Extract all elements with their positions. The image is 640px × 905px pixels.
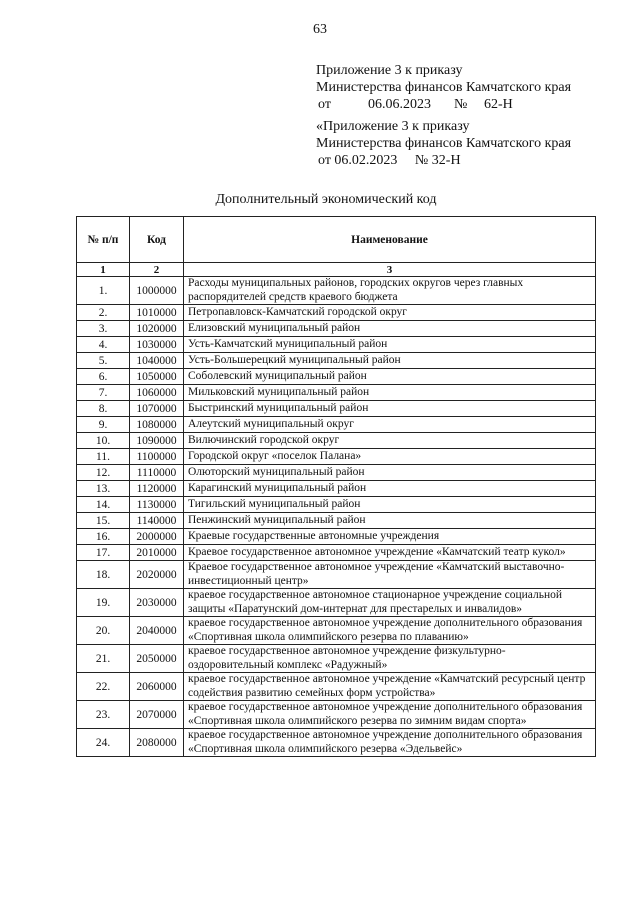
- row-name: краевое государственное автономное учреждение «Камчатский ресурсный центр содействия развитию семейных форм устройства»: [184, 673, 596, 701]
- table-row: [77, 513, 596, 529]
- row-name: краевое государственное автономное стационарное учреждение социальной защиты «Паратунский дом-интернат для престарелых и инвалидов»: [184, 589, 596, 617]
- table-row: [77, 385, 596, 401]
- table-row: [77, 645, 596, 673]
- table-row: [77, 337, 596, 353]
- table-row: [77, 305, 596, 321]
- row-code: 1030000: [130, 337, 184, 353]
- row-number: 15.: [77, 513, 130, 529]
- row-number: 17.: [77, 545, 130, 561]
- row-code: 2040000: [130, 617, 184, 645]
- row-number: 4.: [77, 337, 130, 353]
- row-code: 1120000: [130, 481, 184, 497]
- from-label: от: [318, 97, 331, 112]
- row-name: Соболевский муниципальный район: [184, 369, 596, 385]
- row-name: Усть-Камчатский муниципальный район: [184, 337, 596, 353]
- row-number: 3.: [77, 321, 130, 337]
- table-row: [77, 369, 596, 385]
- row-code: 1020000: [130, 321, 184, 337]
- row-name: Городской округ «поселок Палана»: [184, 449, 596, 465]
- row-number: 13.: [77, 481, 130, 497]
- header-num: № п/п: [77, 217, 130, 263]
- row-name: Быстринский муниципальный район: [184, 401, 596, 417]
- prev-appendix-line: «Приложение 3 к приказу: [316, 119, 470, 134]
- row-number: 23.: [77, 701, 130, 729]
- table-row: [77, 617, 596, 645]
- row-code: 1000000: [130, 277, 184, 305]
- row-code: 1130000: [130, 497, 184, 513]
- row-code: 2000000: [130, 529, 184, 545]
- row-code: 2070000: [130, 701, 184, 729]
- column-numbers-row: [77, 263, 596, 277]
- table-row: [77, 561, 596, 589]
- row-code: 1040000: [130, 353, 184, 369]
- table-row: [77, 729, 596, 757]
- order-date: 06.06.2023: [368, 97, 431, 112]
- row-name: Петропавловск-Камчатский городской округ: [184, 305, 596, 321]
- row-number: 2.: [77, 305, 130, 321]
- row-number: 18.: [77, 561, 130, 589]
- row-number: 16.: [77, 529, 130, 545]
- table-row: [77, 701, 596, 729]
- row-number: 5.: [77, 353, 130, 369]
- row-name: Краевое государственное автономное учреждение «Камчатский выставочно-инвестиционный центр»: [184, 561, 596, 589]
- row-code: 2010000: [130, 545, 184, 561]
- table-row: [77, 673, 596, 701]
- row-name: Усть-Большерецкий муниципальный район: [184, 353, 596, 369]
- row-code: 2020000: [130, 561, 184, 589]
- row-code: 1100000: [130, 449, 184, 465]
- row-number: 8.: [77, 401, 130, 417]
- row-name: Карагинский муниципальный район: [184, 481, 596, 497]
- page-number: 63: [313, 22, 327, 37]
- row-number: 1.: [77, 277, 130, 305]
- row-name: краевое государственное автономное учреждение дополнительного образования «Спортивная школа олимпийского резерва по зимним видам спорта»: [184, 701, 596, 729]
- row-code: 1050000: [130, 369, 184, 385]
- row-code: 1080000: [130, 417, 184, 433]
- row-name: Краевое государственное автономное учреждение «Камчатский театр кукол»: [184, 545, 596, 561]
- row-number: 19.: [77, 589, 130, 617]
- row-name: Пенжинский муниципальный район: [184, 513, 596, 529]
- table-row: [77, 465, 596, 481]
- previous-appendix-header: [316, 118, 571, 169]
- row-number: 12.: [77, 465, 130, 481]
- row-code: 1090000: [130, 433, 184, 449]
- table-row: [77, 321, 596, 337]
- row-name: краевое государственное автономное учреждение дополнительного образования «Спортивная школа олимпийского резерва «Эдельвейс»: [184, 729, 596, 757]
- column-number: 1: [77, 263, 130, 277]
- table-row: [77, 589, 596, 617]
- row-code: 1010000: [130, 305, 184, 321]
- row-name: Расходы муниципальных районов, городских округов через главных распорядителей средств краевого бюджета: [184, 277, 596, 305]
- table-row: [77, 449, 596, 465]
- row-name: Алеутский муниципальный округ: [184, 417, 596, 433]
- row-code: 2030000: [130, 589, 184, 617]
- row-name: Елизовский муниципальный район: [184, 321, 596, 337]
- row-code: 2060000: [130, 673, 184, 701]
- table-row: [77, 401, 596, 417]
- column-number: 3: [184, 263, 596, 277]
- row-name: Тигильский муниципальный район: [184, 497, 596, 513]
- row-number: 20.: [77, 617, 130, 645]
- appendix-header: [316, 62, 571, 113]
- row-code: 2080000: [130, 729, 184, 757]
- table-row: [77, 417, 596, 433]
- row-name: краевое государственное автономное учреждение дополнительного образования «Спортивная школа олимпийского резерва по плаванию»: [184, 617, 596, 645]
- row-number: 6.: [77, 369, 130, 385]
- row-name: Олюторский муниципальный район: [184, 465, 596, 481]
- row-code: 2050000: [130, 645, 184, 673]
- number-label: №: [454, 97, 468, 112]
- row-number: 22.: [77, 673, 130, 701]
- order-number: 62-Н: [484, 97, 513, 112]
- table-row: [77, 497, 596, 513]
- row-name: Краевые государственные автономные учреждения: [184, 529, 596, 545]
- prev-order-date-line: от 06.02.2023 № 32-Н: [318, 153, 461, 168]
- header-name: Наименование: [184, 217, 596, 263]
- row-name: Мильковский муниципальный район: [184, 385, 596, 401]
- order-date-line: [316, 96, 571, 113]
- table-row: [77, 433, 596, 449]
- row-number: 21.: [77, 645, 130, 673]
- row-code: 1060000: [130, 385, 184, 401]
- table-row: [77, 481, 596, 497]
- row-code: 1110000: [130, 465, 184, 481]
- row-number: 14.: [77, 497, 130, 513]
- row-number: 7.: [77, 385, 130, 401]
- row-number: 9.: [77, 417, 130, 433]
- row-code: 1070000: [130, 401, 184, 417]
- table-row: [77, 277, 596, 305]
- prev-ministry-line: Министерства финансов Камчатского края: [316, 136, 572, 151]
- codes-table: [76, 216, 596, 757]
- row-name: Вилючинский городской округ: [184, 433, 596, 449]
- table-row: [77, 353, 596, 369]
- column-number: 2: [130, 263, 184, 277]
- table-row: [77, 529, 596, 545]
- header-code: Код: [130, 217, 184, 263]
- row-number: 24.: [77, 729, 130, 757]
- table-header-row: [77, 217, 596, 263]
- row-code: 1140000: [130, 513, 184, 529]
- appendix-line: Приложение 3 к приказу: [316, 63, 463, 78]
- row-number: 10.: [77, 433, 130, 449]
- row-name: краевое государственное автономное учреждение физкультурно-оздоровительный комплекс «Радужный»: [184, 645, 596, 673]
- ministry-line: Министерства финансов Камчатского края: [316, 80, 572, 95]
- row-number: 11.: [77, 449, 130, 465]
- document-title: Дополнительный экономический код: [215, 192, 437, 207]
- table-row: [77, 545, 596, 561]
